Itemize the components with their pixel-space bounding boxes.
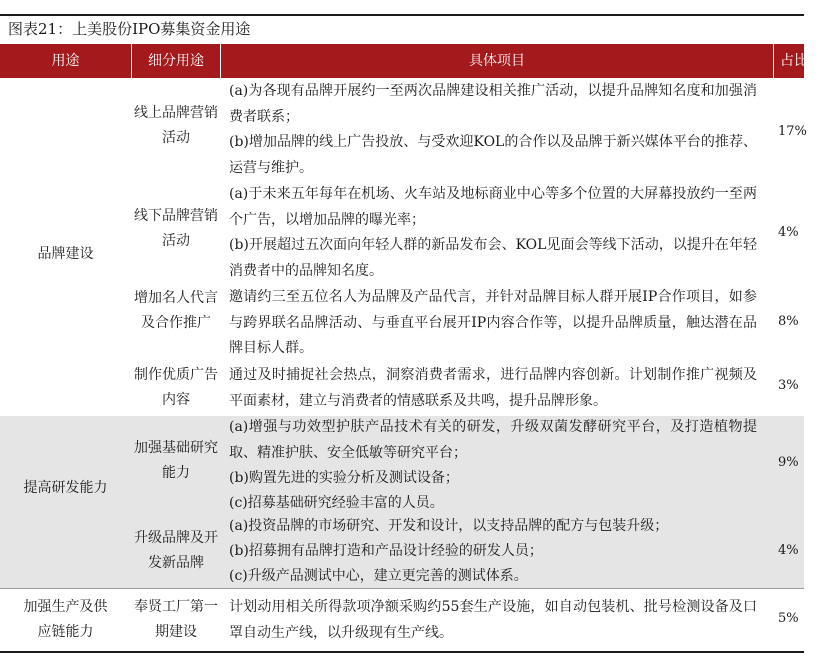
group-band-brand: [0, 78, 807, 450]
bottom-rule: [0, 651, 804, 653]
share-value: 4%: [778, 225, 799, 240]
group-band-supply: [0, 589, 804, 652]
header-share: 占比: [780, 53, 808, 69]
project-item: 邀请约三至五位名人为品牌及产品代言，并针对品牌目标人群开展IP合作项目，如参与跨界联名品牌活动、与垂直平台展开IP内容合作等，以提升品牌质量，触达潜在品牌目标人群。: [229, 289, 757, 356]
share-value: 9%: [778, 455, 799, 470]
header-purpose: 用途: [51, 53, 80, 69]
share-value: 17%: [778, 124, 807, 139]
sub-purpose: 增加名人代言及合作推广: [134, 290, 218, 331]
project-item: 通过及时捕捉社会热点，洞察消费者需求，进行品牌内容创新。计划制作推广视频及平面素材，建立与消费者的情感联系及共鸣，提升品牌形象。: [229, 367, 757, 409]
project-item: (a)为各现有品牌开展约一至两次品牌建设相关推广活动，以提升品牌知名度和加强消费者联系；: [229, 83, 757, 125]
project-item: (a)增强与功效型护肤产品技术有关的研发，升级双菌发酵研究平台，及打造植物提取、精准护肤、安全低敏等研究平台；: [229, 419, 757, 461]
figure-title: 图表21：上美股份IPO募集资金用途: [8, 20, 251, 38]
sub-purpose: 线上品牌营销活动: [134, 105, 218, 146]
group-band-rnd: [0, 416, 804, 588]
sub-purpose: 线下品牌营销活动: [134, 208, 218, 249]
project-item: (b)增加品牌的线上广告投放、与受欢迎KOL的合作以及品牌于新兴媒体平台的推荐、运营与维护。: [229, 134, 757, 176]
project-item: (c)升级产品测试中心，建立更完善的测试体系。: [229, 568, 528, 584]
share-value: 3%: [778, 378, 799, 393]
project-item: (c)招募基础研究经验丰富的人员。: [229, 495, 444, 511]
sub-purpose: 加强基础研究能力: [134, 440, 218, 481]
project-item: (b)招募拥有品牌打造和产品设计经验的研发人员；: [229, 543, 543, 559]
sub-purpose: 升级品牌及开发新品牌: [134, 530, 218, 571]
header-divider: [773, 44, 774, 78]
project-item: 计划动用相关所得款项净额采购约55套生产设施，如自动包装机、批号检测设备及口罩自动生产线，以升级现有生产线。: [229, 599, 757, 641]
group-name: 品牌建设: [37, 246, 94, 262]
ipo-proceeds-table: [0, 44, 808, 652]
group-name: 提高研发能力: [23, 480, 108, 496]
sub-purpose: 奉贤工厂第一期建设: [134, 599, 218, 640]
project-item: (a)于未来五年每年在机场、火车站及地标商业中心等多个位置的大屏幕投放约一至两个广告，以增加品牌的曝光率；: [229, 186, 757, 228]
top-rule: [0, 14, 804, 16]
share-value: 5%: [778, 611, 799, 626]
header-project: 具体项目: [469, 53, 525, 69]
share-value: 4%: [778, 543, 799, 558]
project-item: (b)开展超过五次面向年轻人群的新品发布会、KOL见面会等线下活动，以提升在年轻消费者中的品牌知名度。: [229, 237, 757, 279]
project-item: (a)投资品牌的市场研究、开发和设计，以支持品牌的配方与包装升级；: [229, 518, 669, 534]
share-value: 8%: [778, 314, 799, 329]
header-sub-purpose: 细分用途: [148, 53, 204, 69]
group-name: 加强生产及供应链能力: [23, 599, 108, 640]
project-item: (b)购置先进的实验分析及测试设备；: [229, 470, 459, 486]
sub-purpose: 制作优质广告内容: [134, 367, 218, 408]
table-header: [0, 44, 808, 78]
